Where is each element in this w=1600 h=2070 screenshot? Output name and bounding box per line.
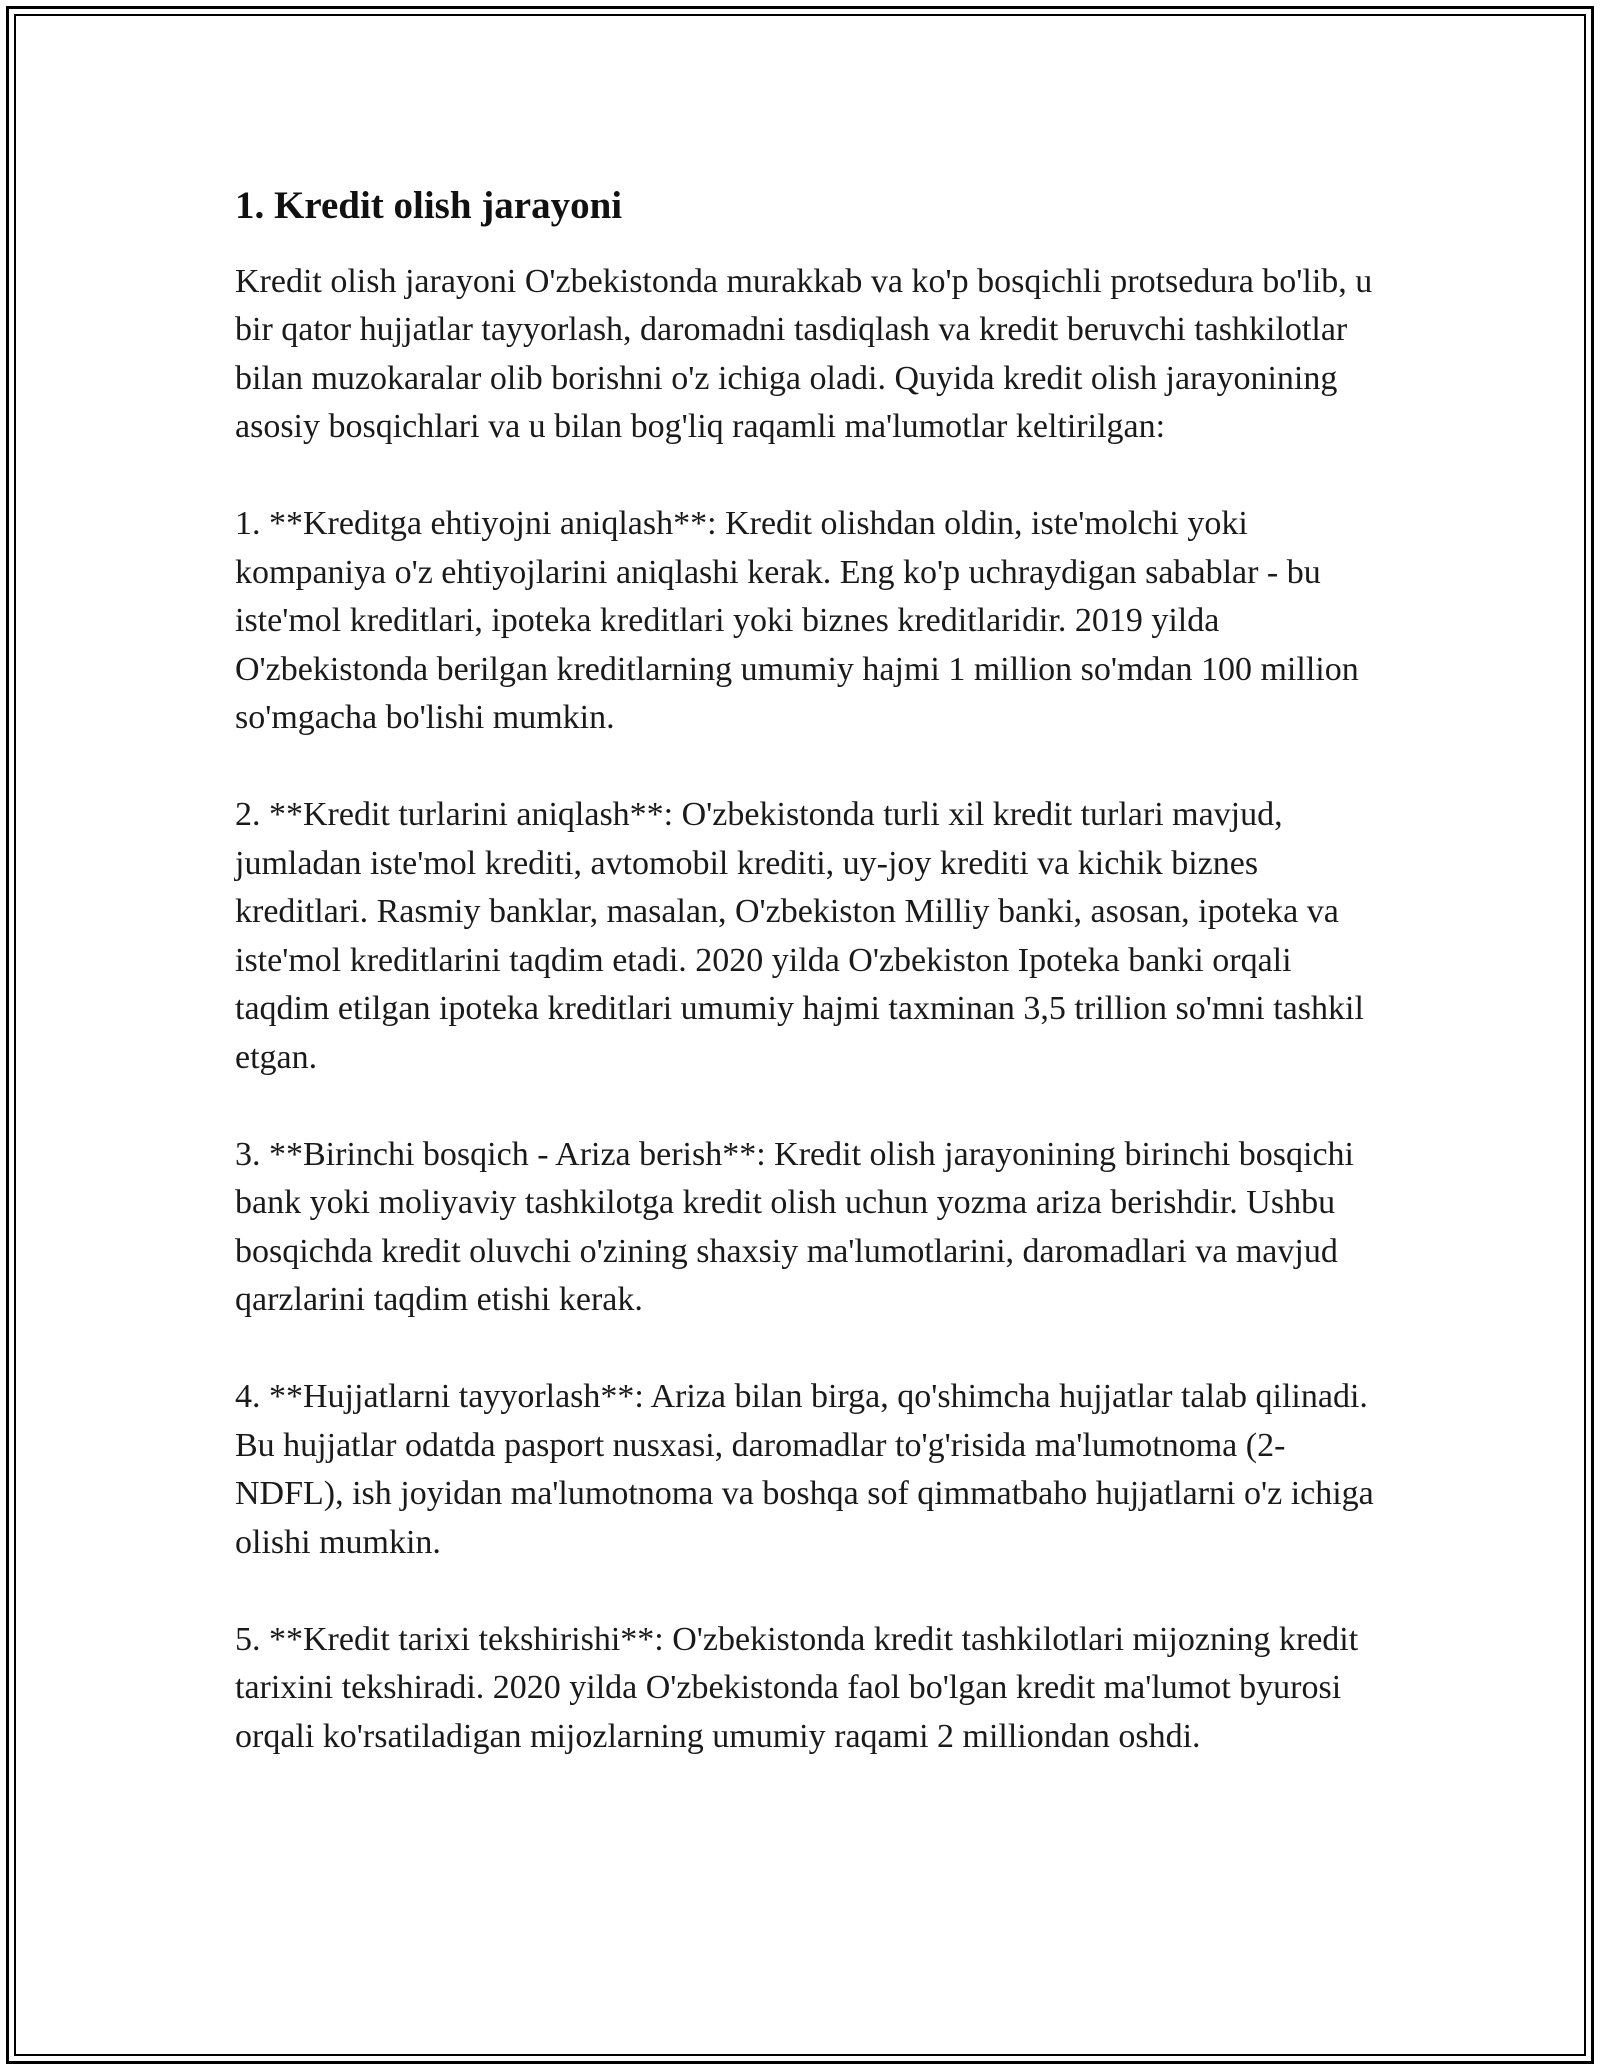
intro-paragraph: Kredit olish jarayoni O'zbekistonda murakkab va ko'p bosqichli protsedura bo'lib, u bir qator hujjatlar tayyorlash, daromadni tasdiqlash va kredit beruvchi tashkilotlar bilan muzokaralar olib borishni o'z ichiga oladi. Quyida kredit olish jarayonining asosiy bosqichlari va u bilan bog'liq raqamli ma'lumotlar keltirilgan: [235, 262, 1373, 446]
step-paragraph: 5. **Kredit tarixi tekshirishi**: O'zbekistonda kredit tashkilotlari mijozning kredit tarixini tekshiradi. 2020 yilda O'zbekistonda faol bo'lgan kredit ma'lumot byurosi orqali ko'rsatiladigan mijozlarning umumiy raqami 2 milliondan oshdi. [235, 1620, 1359, 1755]
document-body [235, 183, 1375, 1810]
step-paragraph: 1. **Kreditga ehtiyojni aniqlash**: Kredit olishdan oldin, iste'molchi yoki kompaniya o'z ehtiyojlarini aniqlashi kerak. Eng ko'p uchraydigan sabablar - bu iste'mol kreditlari, ipoteka kreditlari yoki biznes kreditlaridir. 2019 yilda O'zbekistonda berilgan kreditlarning umumiy hajmi 1 million so'mdan 100 million so'mgacha bo'lishi mumkin. [235, 505, 1359, 737]
step-paragraph: 4. **Hujjatlarni tayyorlash**: Ariza bilan birga, qo'shimcha hujjatlar talab qilinadi. Bu hujjatlar odatda pasport nusxasi, daromadlar to'g'risida ma'lumotnoma (2-NDFL), ish joyidan ma'lumotnoma va boshqa sof qimmatbaho hujjatlarni o'z ichiga olishi mumkin. [235, 1378, 1374, 1561]
step-paragraph: 2. **Kredit turlarini aniqlash**: O'zbekistonda turli xil kredit turlari mavjud, jumladan iste'mol krediti, avtomobil krediti, uy-joy krediti va kichik biznes kreditlari. Rasmiy banklar, masalan, O'zbekiston Milliy banki, asosan, ipoteka va iste'mol kreditlarini taqdim etadi. 2020 yilda O'zbekiston Ipoteka banki orqali taqdim etilgan ipoteka kreditlari umumiy hajmi taxminan 3,5 trillion so'mni tashkil etgan. [235, 796, 1364, 1076]
step-paragraph: 3. **Birinchi bosqich - Ariza berish**: Kredit olish jarayonining birinchi bosqichi bank yoki moliyaviy tashkilotga kredit olish uchun yozma ariza berishdir. Ushbu bosqichda kredit oluvchi o'zining shaxsiy ma'lumotlarini, daromadlari va mavjud qarzlarini taqdim etishi kerak. [235, 1135, 1354, 1319]
section-heading: 1. Kredit olish jarayoni [235, 184, 623, 227]
